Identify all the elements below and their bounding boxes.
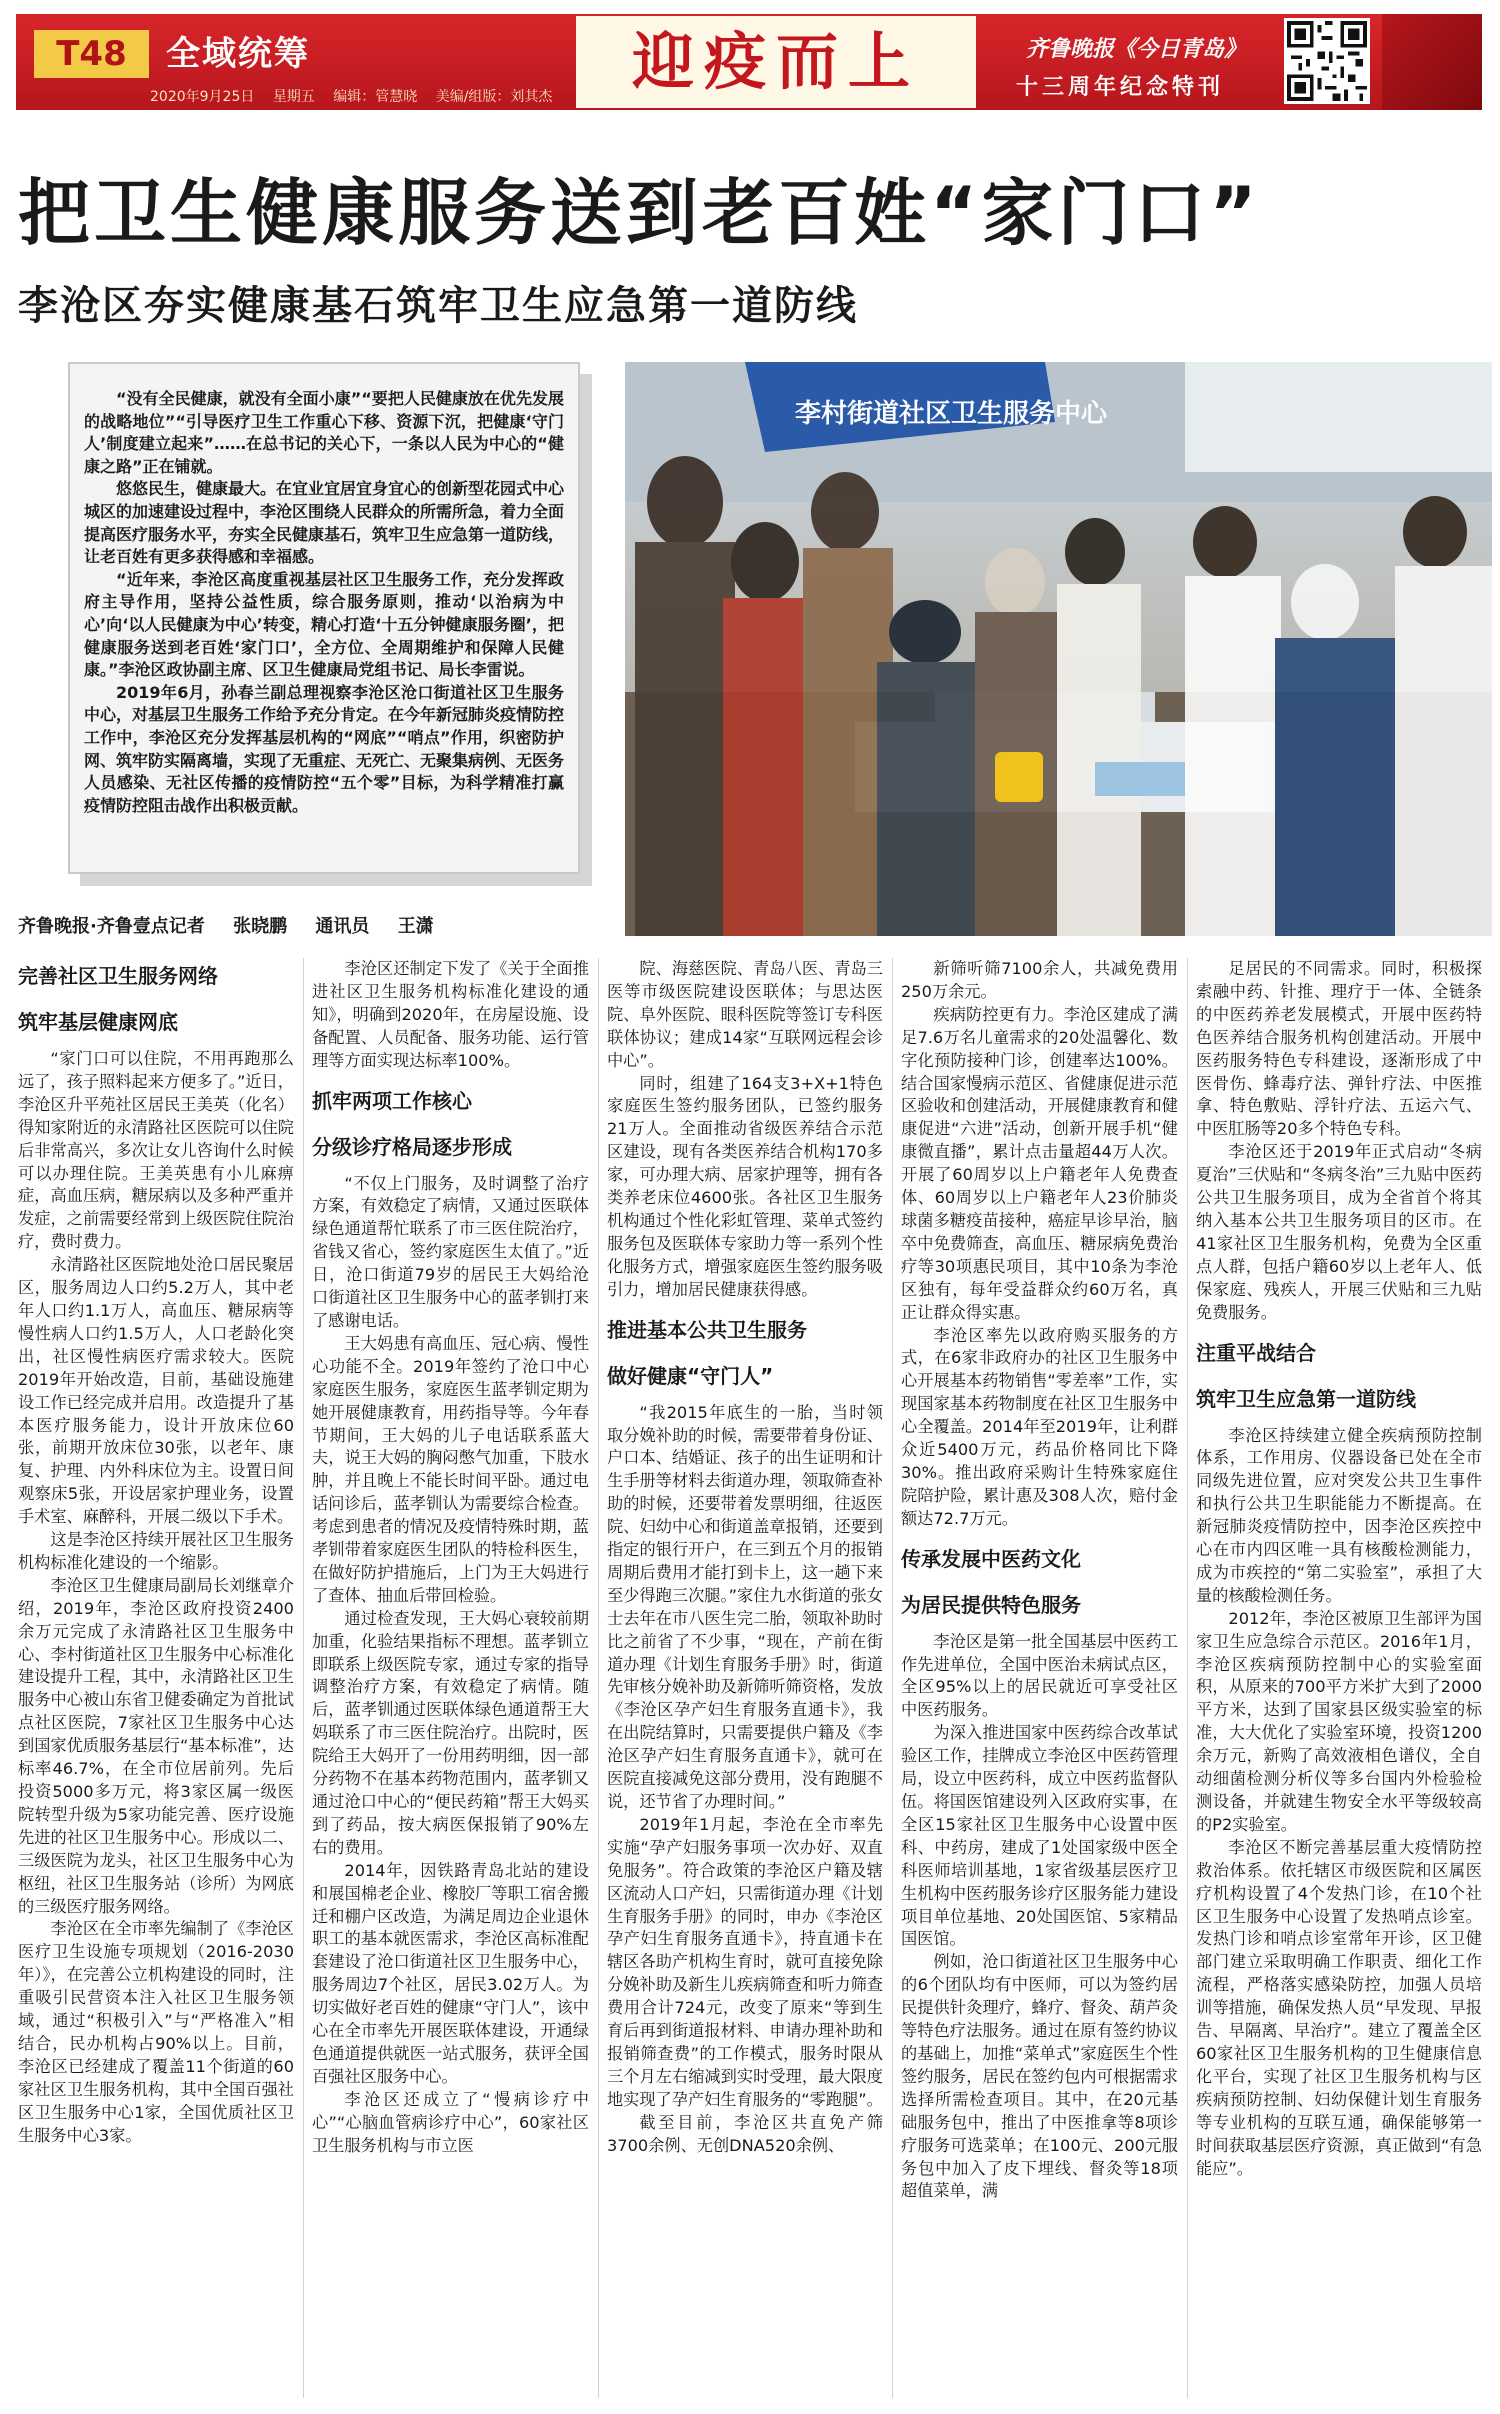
body-paragraph: 同时，组建了164支3+X+1特色家庭医生签约服务团队，已签约服务21万人。全面推动省级医养结合示范区建设，现有各类医养结合机构170多家，可办理大病、居家护理等，拥有各类养老床位4600张。各社区卫生服务机构通过个性化彩虹管理、菜单式签约服务包及医联体专家助力等一系列个性化服务方式，增强家庭医生签约服务吸引力，增加居民健康获得感。 — [607, 1073, 883, 1299]
lead-box — [68, 362, 580, 874]
column-divider — [598, 958, 599, 2398]
slogan: 迎疫而上 — [631, 25, 920, 98]
byline-name: 王潇 — [397, 916, 434, 937]
column-divider — [892, 958, 893, 2398]
body-paragraph: 李沧区率先以政府购买服务的方式，在6家非政府办的社区卫生服务中心开展基本药物销售“零差率”工作，实现国家基本药物制度在社区卫生服务中心全覆盖。2014年至2019年，让利群众近5400万元，药品价格同比下降30%。推出政府采购计生特殊家庭住院陪护险，累计惠及308人次，赔付金额达72.7万元。 — [901, 1325, 1178, 1528]
body-paragraph: 足居民的不同需求。同时，积极探索融中药、针推、理疗于一体、全链条的中医药养老发展模式，开展中医药特色医养结合服务机构创建活动。开展中医药服务特色专科建设，逐渐形成了中医骨伤、蜂毒疗法、弹针疗法、中医推拿、特色敷贴、浮针疗法、五运六气、中医肛肠等20多个特色专科。 — [1196, 959, 1482, 1139]
lead-paragraph: 悠悠民生，健康最大。在宜业宜居宜身宜心的创新型花园式中心城区的加速建设过程中，李沧区围绕人民群众的所需所急，着力全面提高医疗服务水平，夯实全民健康基石，筑牢卫生应急第一道防线，让老百姓有更多获得感和幸福感。 — [84, 479, 565, 567]
section-heading: 完善社区卫生服务网络 — [18, 964, 218, 988]
section-heading: 为居民提供特色服务 — [901, 1592, 1081, 1617]
article-column-3 — [607, 958, 883, 2398]
body-paragraph: 李沧区还制定下发了《关于全面推进社区卫生服务机构标准化建设的通知》，明确到2020年，在房屋设施、设备配置、人员配备、服务功能、运行管理等方面实现达标率100%。 — [312, 959, 589, 1070]
paper-name: 齐鲁晚报《今日青岛》 — [1026, 36, 1247, 62]
byline-reporters: 齐鲁晚报·齐鲁壹点记者 — [18, 916, 205, 937]
body-paragraph: 这是李沧区持续开展社区卫生服务机构标准化建设的一个缩影。 — [18, 1530, 294, 1572]
byline — [18, 912, 456, 938]
section-heading: 注重平战结合 — [1196, 1340, 1316, 1365]
article-column-2 — [312, 958, 589, 2398]
section-heading: 做好健康“守门人” — [607, 1363, 774, 1388]
body-paragraph: “不仅上门服务，及时调整了治疗方案，有效稳定了病情，又通过医联体绿色通道帮忙联系了市三医住院治疗，省钱又省心，签约家庭医生太值了。”近日，沧口街道79岁的居民王大妈给沧口街道社区卫生服务中心的蓝孝钏打来了感谢电话。 — [312, 1173, 589, 1330]
body-paragraph: 为深入推进国家中医药综合改革试验区工作，挂牌成立李沧区中医药管理局，设立中医药科，成立中医药监督队伍。将国医馆建设列入区政府实事，在全区15家社区卫生服务中心设置中医科、中药房，建成了1处国家级中医全科医师培训基地，1家省级基层医疗卫生机构中医药服务诊疗区服务能力建设项目单位基地、20处国医馆、5家精品国医馆。 — [901, 1723, 1178, 1949]
body-paragraph: 通过检查发现，王大妈心衰较前期加重，化验结果指标不理想。蓝孝钏立即联系上级医院专家，通过专家的指导调整治疗方案，有效稳定了病情。随后，蓝孝钏通过医联体绿色通道帮王大妈联系了市三医住院治疗。出院时，医院给王大妈开了一份用药明细，因一部分药物不在基本药物范围内，蓝孝钏又通过沧口中心的“便民药箱”帮王大妈买到了药品，按大病医保报销了90%左右的费用。 — [312, 1608, 589, 1857]
body-paragraph: 李沧区在全市率先编制了《李沧区医疗卫生设施专项规划（2016-2030年）》，在完善公立机构建设的同时，注重吸引民营资本注入社区卫生服务领域，通过“积极引入”与“严格准入”相结合，民办机构占90%以上。目前，李沧区已经建成了覆盖11个街道的60家社区卫生服务机构，其中全国百强社区卫生服务中心1家，全国优质社区卫生服务中心3家。 — [18, 1919, 294, 2145]
body-paragraph: 2014年，因铁路青岛北站的建设和展国棉老企业、橡胶厂等职工宿舍搬迁和棚户区改造，为满足周边企业退休职工的基本就医需求，李沧区高标准配套建设了沧口街道社区卫生服务中心，服务周边7个社区，居民3.02万人。为切实做好老百姓的健康“守门人”，该中心在全市率先开展医联体建设，开通绿色通道提供就医一站式服务，获评全国百强社区服务中心。 — [312, 1860, 589, 2086]
banner-decoration — [1382, 14, 1482, 110]
body-paragraph: 李沧区还成立了“慢病诊疗中心”“心脑血管病诊疗中心”，60家社区卫生服务机构与市立医 — [312, 2089, 589, 2155]
news-photo — [625, 362, 1492, 936]
issue-meta — [150, 88, 566, 106]
body-paragraph: 新筛听筛7100余人，共减免费用250万余元。 — [901, 959, 1178, 1001]
photo-banner-text: 李村街道社区卫生服务中心 — [795, 399, 1108, 429]
section-heading: 分级诊疗格局逐步形成 — [312, 1134, 512, 1159]
article-column-1 — [18, 958, 294, 2398]
body-paragraph: 院、海慈医院、青岛八医、青岛三医等市级医院建设医联体；与思达医院、阜外医院、眼科医院等签订专科医联体协议；建成14家“互联网远程会诊中心”。 — [607, 959, 883, 1070]
body-paragraph: 2019年1月起，李沧在全市率先实施“孕产妇服务事项一次办好、双直免服务”。符合政策的李沧区户籍及辖区流动人口产妇，只需街道办理《计划生育服务手册》的同时，申办《李沧区孕产妇生育服务直通卡》，持直通卡在辖区各助产机构生育时，就可直接免除分娩补助及新生儿疾病筛查和听力筛查费用合计724元，改变了原来“等到生育后再到街道报材料、申请办理补助和报销筛查费”的工作模式，服务时限从三个月左右缩减到实时受理，最大限度地实现了孕产妇生育服务的“零跑腿”。 — [607, 1814, 883, 2109]
body-paragraph: 永清路社区医院地处沧口居民聚居区，服务周边人口约5.2万人，其中老年人口约1.1万人，高血压、糖尿病等慢性病人口约1.5万人，人口老龄化突出，社区慢性病医疗需求较大。医院2019年开始改造，目前，基础设施建设工作已经完成并启用。改造提升了基本医疗服务能力，设计开放床位60张，前期开放床位30张，以老年、康复、护理、内外科床位为主。设置日间观察床5张，开设居家护理业务，设置手术室、麻醉科，开展二级以下手术。 — [18, 1255, 294, 1527]
body-paragraph: 李沧区还于2019年正式启动“冬病夏治”三伏贴和“冬病冬治”三九贴中医药公共卫生服务项目，成为全省首个将其纳入基本公共卫生服务项目的区市。在41家社区卫生服务机构，免费为全区重点人群，包括户籍60岁以上老年人、低保家庭、残疾人，开展三伏贴和三九贴免费服务。 — [1196, 1142, 1482, 1322]
qr-code-icon — [1284, 18, 1370, 104]
editor-credit: 编辑：管慧晓 — [333, 89, 418, 105]
section-heading: 筑牢卫生应急第一道防线 — [1196, 1386, 1416, 1411]
body-paragraph: 王大妈患有高血压、冠心病、慢性心功能不全。2019年签约了沧口中心家庭医生服务，家庭医生蓝孝钏定期为她开展健康教育，用药指导等。今年春节期间，王大妈的儿子电话联系蓝大夫，说王大妈的胸闷憋气加重，下肢水肿，并且晚上不能长时间平卧。通过电话问诊后，蓝孝钏认为需要综合检查。考虑到患者的情况及疫情特殊时期，蓝孝钏带着家庭医生团队的特检科医生，在做好防护措施后，上门为王大妈进行了查体、抽血后带回检验。 — [312, 1333, 589, 1605]
column-divider — [1187, 958, 1188, 2398]
article-column-4 — [901, 958, 1178, 2398]
section-heading: 筑牢基层健康网底 — [18, 1010, 178, 1034]
body-paragraph: 截至目前，李沧区共直免产筛3700余例、无创DNA520余例、 — [607, 2112, 883, 2155]
lead-paragraph: “没有全民健康，就没有全面小康”“要把人民健康放在优先发展的战略地位”“引导医疗卫生工作重心下移、资源下沉，把健康‘守门人’制度建立起来”……在总书记的关心下，一条以人民为中心的“健康之路”正在铺就。 — [84, 389, 564, 476]
subheadline: 李沧区夯实健康基石筑牢卫生应急第一道防线 — [18, 283, 858, 329]
column-divider — [303, 958, 304, 2398]
lead-paragraph: “近年来，李沧区高度重视基层社区卫生服务工作，充分发挥政府主导作用，坚持公益性质，综合服务原则，推动‘以治病为中心’向‘以人民健康为中心’转变，精心打造‘十五分钟健康服务圈’，把健康服务送到老百姓‘家门口’，全方位、全周期维护和保障人民健康。”李沧区政协副主席、区卫生健康局党组书记、局长李雷说。 — [84, 569, 564, 680]
body-paragraph: 李沧区不断完善基层重大疫情防控救治体系。依托辖区市级医院和区属医疗机构设置了4个发热门诊，在10个社区卫生服务中心设置了发热哨点诊室。发热门诊和哨点诊室常年开诊，区卫健部门建立采取明确工作职责、细化工作流程，严格落实感染防控，加强人员培训等措施，确保发热人员“早发现、早报告、早隔离、早治疗”。建立了覆盖全区60家社区卫生服务机构的卫生健康信息化平台，实现了社区卫生服务机构与区疾病预防控制、妇幼保健计划生育服务等专业机构的互联互通，确保能够第一时间获取基层医疗资源，真正做到“有急能应”。 — [1196, 1837, 1482, 2178]
body-paragraph: 李沧区卫生健康局副局长刘继章介绍，2019年，李沧区政府投资2400余万元完成了永清路社区卫生服务中心、李村街道社区卫生服务中心标准化建设提升工程，其中，永清路社区卫生服务中心被山东省卫健委确定为首批试点社区医院，7家社区卫生服务中心达到国家优质服务基层行“基本标准”，达标率46.7%，在全市位居前列。先后投资5000多万元，将3家区属一级医院转型升级为5家功能完善、医疗设施先进的社区卫生服务中心。形成以二、三级医院为龙头，社区卫生服务中心为枢纽，社区卫生服务站（诊所）为网底的三级医疗服务网络。 — [18, 1575, 294, 1916]
section-heading: 抓牢两项工作核心 — [312, 1088, 472, 1113]
page-number: T48 — [34, 30, 149, 78]
paper-subtitle: 十三周年纪念特刊 — [1016, 75, 1225, 100]
body-paragraph: 李沧区持续建立健全疾病预防控制体系，工作用房、仪器设备已处在全市同级先进位置，应对突发公共卫生事件和执行公共卫生职能能力不断提高。在新冠肺炎疫情防控中，因李沧区疾控中心在市内四区唯一具有核酸检测能力，成为市疾控的“第二实验室”，承担了大量的核酸检测任务。 — [1196, 1425, 1482, 1605]
slogan-panel — [576, 16, 976, 108]
body-paragraph: 李沧区是第一批全国基层中医药工作先进单位，全国中医治未病试点区，全区95%以上的居民就近可享受社区中医药服务。 — [901, 1631, 1178, 1720]
article-column-5 — [1196, 958, 1482, 2398]
byline-role: 通讯员 — [315, 916, 370, 937]
section-heading: 传承发展中医药文化 — [901, 1546, 1081, 1571]
body-paragraph: 例如，沧口街道社区卫生服务中心的6个团队均有中医师，可以为签约居民提供针灸理疗，蜂疗、督灸、葫芦灸等特色疗法服务。通过在原有签约协议的基础上，加推“菜单式”家庭医生个性签约服务，居民在签约包内可根据需求选择所需检查项目。其中，在20元基础服务包中，推出了中医推拿等8项诊疗服务可选菜单；在100元、200元服务包中加入了皮下埋线、督灸等18项超值菜单，满 — [901, 1952, 1178, 2201]
designer-credit: 美编/组版：刘其杰 — [435, 89, 553, 105]
headline: 把卫生健康服务送到老百姓“家门口” — [18, 171, 1261, 255]
section-heading: 推进基本公共卫生服务 — [607, 1317, 807, 1342]
lead-paragraph: 2019年6月，孙春兰副总理视察李沧区沧口街道社区卫生服务中心，对基层卫生服务工作给予充分肯定。在今年新冠肺炎疫情防控工作中，李沧区充分发挥基层机构的“网底”“哨点”作用，织密防护网、筑牢防实隔离墙，实现了无重症、无死亡、无聚集病例、无医务人员感染、无社区传播的疫情防控“五个零”目标，为科学精准打赢疫情防控阻击战作出积极贡献。 — [84, 682, 565, 815]
body-paragraph: “我2015年底生的一胎，当时领取分娩补助的时候，需要带着身份证、户口本、结婚证、孩子的出生证明和计生手册等材料去街道办理，领取筛查补助的时候，还要带着发票明细，往返医院、妇幼中心和街道盖章报销，还要到指定的银行开户，在三到五个月的报销周期后费用才能打到卡上，这一趟下来至少得跑三次腿。”家住九水街道的张女士去年在市八医生完二胎，领取补助时比之前省了不少事，“现在，产前在街道办理《计划生育服务手册》时，街道先审核分娩补助及新筛听筛资格，发放《李沧区孕产妇生育服务直通卡》，我在出院结算时，只需要提供户籍及《李沧区孕产妇生育服务直通卡》，就可在医院直接减免这部分费用，没有跑腿不说，还节省了办理时间。” — [607, 1402, 883, 1811]
byline-name: 张晓鹏 — [233, 916, 288, 937]
body-paragraph: “家门口可以住院，不用再跑那么远了，孩子照料起来方便多了。”近日，李沧区升平苑社区居民王美英（化名）得知家附近的永清路社区医院可以住院后非常高兴，多次让女儿咨询什么时候可以办理住院。王美英患有小儿麻痹症，高血压病，糖尿病以及多种严重并发症，之前需要经常到上级医院住院治疗，费时费力。 — [18, 1049, 294, 1252]
issue-date: 2020年9月25日 — [150, 89, 255, 105]
masthead-banner — [16, 14, 1482, 110]
body-paragraph: 疾病防控更有力。李沧区建成了满足7.6万名儿童需求的20处温馨化、数字化预防接种门诊，创建率达100%。结合国家慢病示范区、省健康促进示范区验收和创建活动，开展健康教育和健康促进“六进”活动，创新开展手机“健康微直播”，累计点击量超44万人次。开展了60周岁以上户籍老年人免费查体、60周岁以上户籍老年人23价肺炎球菌多糖疫苗接种，癌症早诊早治，脑卒中免费筛查，高血压、糖尿病免费治疗等30项惠民项目，其中10条为李沧区独有，每年受益群众约60万名，真正让群众得实惠。 — [901, 1004, 1178, 1322]
issue-weekday: 星期五 — [272, 89, 315, 105]
section-title: 全域统筹 — [166, 34, 310, 74]
body-paragraph: 2012年，李沧区被原卫生部评为国家卫生应急综合示范区。2016年1月，李沧区疾病预防控制中心的实验室面积，从原来的700平方米扩大到了2000平方米，达到了国家县区级实验室的标准，大大优化了实验室环境，投资1200余万元，新购了高效液相色谱仪，全自动细菌检测分析仪等多台国内外检验检测设备，并就建生物安全水平等级较高的P2实验室。 — [1196, 1608, 1482, 1834]
